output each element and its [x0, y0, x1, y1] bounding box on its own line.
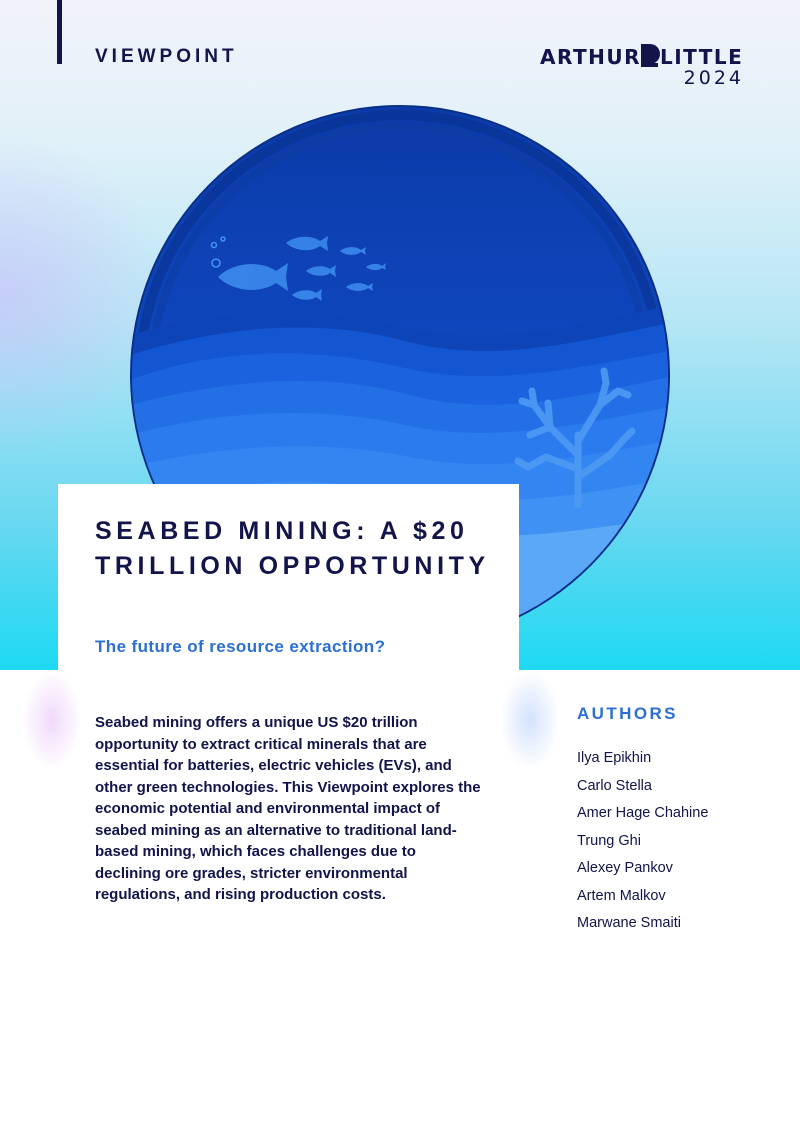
author-name: Marwane Smaiti [577, 915, 681, 931]
card-glow-right [500, 670, 560, 770]
author-name: Artem Malkov [577, 887, 666, 904]
authors-list [577, 745, 708, 938]
author-name: Trung Ghi [577, 832, 641, 849]
author-name: Amer Hage Chahine [577, 805, 709, 821]
report-subtitle: The future of resource extraction? [95, 637, 386, 656]
author-name: Alexey Pankov [577, 860, 673, 876]
report-summary: Seabed mining offers a unique US $20 trillion opportunity to extract critical minerals that are essential for batteries, electric vehicles (EVs), and other green technologies. This Viewpoint explores the economic potential and environmental impact of seabed mining as an alternative to traditional land-based mining, which faces challenges due to declining ore grades, stricter environmental regulations, and rising production costs. [95, 714, 481, 903]
brand-logo [540, 42, 746, 92]
author-name: Carlo Stella [577, 777, 652, 794]
accent-bar [57, 0, 62, 64]
report-title: SEABED MINING: A $20 TRILLION OPPORTUNITY [95, 517, 490, 580]
card-glow-left [22, 670, 82, 770]
authors-heading: AUTHORS [577, 704, 678, 723]
author-name: Ilya Epikhin [577, 750, 652, 766]
document-type-label: VIEWPOINT [95, 46, 238, 67]
brand-wordmark [540, 42, 746, 68]
svg-text:LITTLE: LITTLE [660, 45, 744, 68]
svg-text:ARTHUR: ARTHUR [540, 45, 642, 68]
report-year: 2024 [683, 67, 744, 89]
